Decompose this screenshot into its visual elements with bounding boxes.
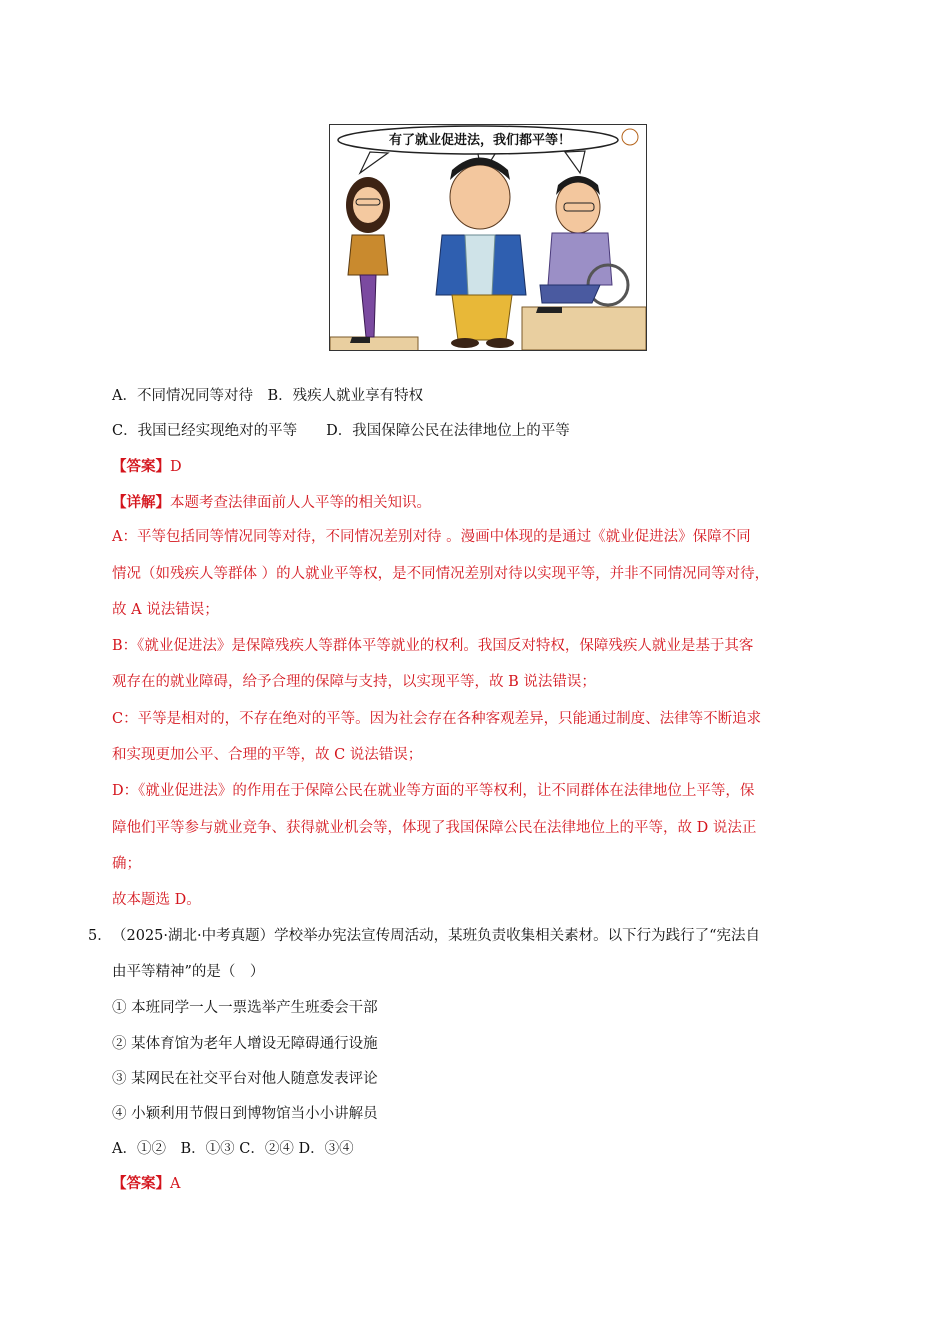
q4-answer bbox=[112, 457, 182, 477]
cartoon-drawing bbox=[330, 125, 646, 350]
detail-intro: 本题考查法律面前人人平等的相关知识。 bbox=[170, 495, 431, 511]
explanation-c-line1: C：平等是相对的，不存在绝对的平等。因为社会存在各种客观差异，只能通过制度、法律等不断追求 bbox=[112, 711, 762, 727]
answer-tag: 【答案】 bbox=[112, 458, 170, 475]
q5-stem-line2: 由平等精神”的是（ ） bbox=[112, 964, 265, 980]
q5-item-2: ② 某体育馆为老年人增设无障碍通行设施 bbox=[112, 1036, 378, 1052]
question-number: 5． bbox=[88, 928, 112, 944]
answer-value: D bbox=[170, 459, 182, 475]
explanation-b-line2: 观存在的就业障碍，给予合理的保障与支持，以实现平等，故 B 说法错误； bbox=[112, 674, 596, 690]
explanation-c-line2: 和实现更加公平、合理的平等，故 C 说法错误； bbox=[112, 747, 423, 763]
explanation-a-line1: A：平等包括同等情况同等对待，不同情况差别对待 。漫画中体现的是通过《就业促进法》保障不同 bbox=[112, 529, 751, 545]
conclusion: 故本题选 D。 bbox=[112, 892, 201, 908]
q5-item-4: ④ 小颖利用节假日到博物馆当小小讲解员 bbox=[112, 1106, 378, 1122]
explanation-d-line3: 确； bbox=[112, 856, 141, 872]
explanation-d-line2: 障他们平等参与就业竞争、获得就业机会等，体现了我国保障公民在法律地位上的平等，故 D 说法正 bbox=[112, 820, 757, 836]
detail-tag: 【详解】 bbox=[112, 494, 170, 511]
explanation-b-line1: B：《就业促进法》是保障残疾人等群体平等就业的权利。我国反对特权，保障残疾人就业是基于其客 bbox=[112, 638, 754, 654]
explanation-d-line1: D：《就业促进法》的作用在于保障公民在就业等方面的平等权利，让不同群体在法律地位上平等，保 bbox=[112, 783, 755, 799]
q4-detail bbox=[112, 493, 431, 513]
explanation-a-line3: 故 A 说法错误； bbox=[112, 602, 219, 618]
q5-item-3: ③ 某网民在社交平台对他人随意发表评论 bbox=[112, 1071, 378, 1087]
q4-options-line2: C．我国已经实现绝对的平等 D．我国保障公民在法律地位上的平等 bbox=[112, 423, 570, 439]
q5-item-1: ① 本班同学一人一票选举产生班委会干部 bbox=[112, 1000, 378, 1016]
q5-stem-line1: （2025·湖北·中考真题）学校举办宪法宣传周活动，某班负责收集相关素材。以下行为践行了“宪法自 bbox=[112, 928, 761, 944]
explanation-a-line2: 情况（如残疾人等群体 ）的人就业平等权，是不同情况差别对待以实现平等，并非不同情况同等对待， bbox=[112, 566, 770, 582]
cartoon-illustration bbox=[329, 124, 647, 351]
q4-options-line1: A．不同情况同等对待 B．残疾人就业享有特权 bbox=[112, 388, 424, 404]
speech-bubble-text: 有了就业促进法，我们都平等！ bbox=[388, 133, 571, 148]
q5-options: A．①② B．①③ C．②④ D．③④ bbox=[112, 1141, 354, 1157]
q5-answer bbox=[112, 1174, 180, 1194]
answer-tag: 【答案】 bbox=[112, 1175, 170, 1192]
answer-value: A bbox=[170, 1176, 181, 1192]
